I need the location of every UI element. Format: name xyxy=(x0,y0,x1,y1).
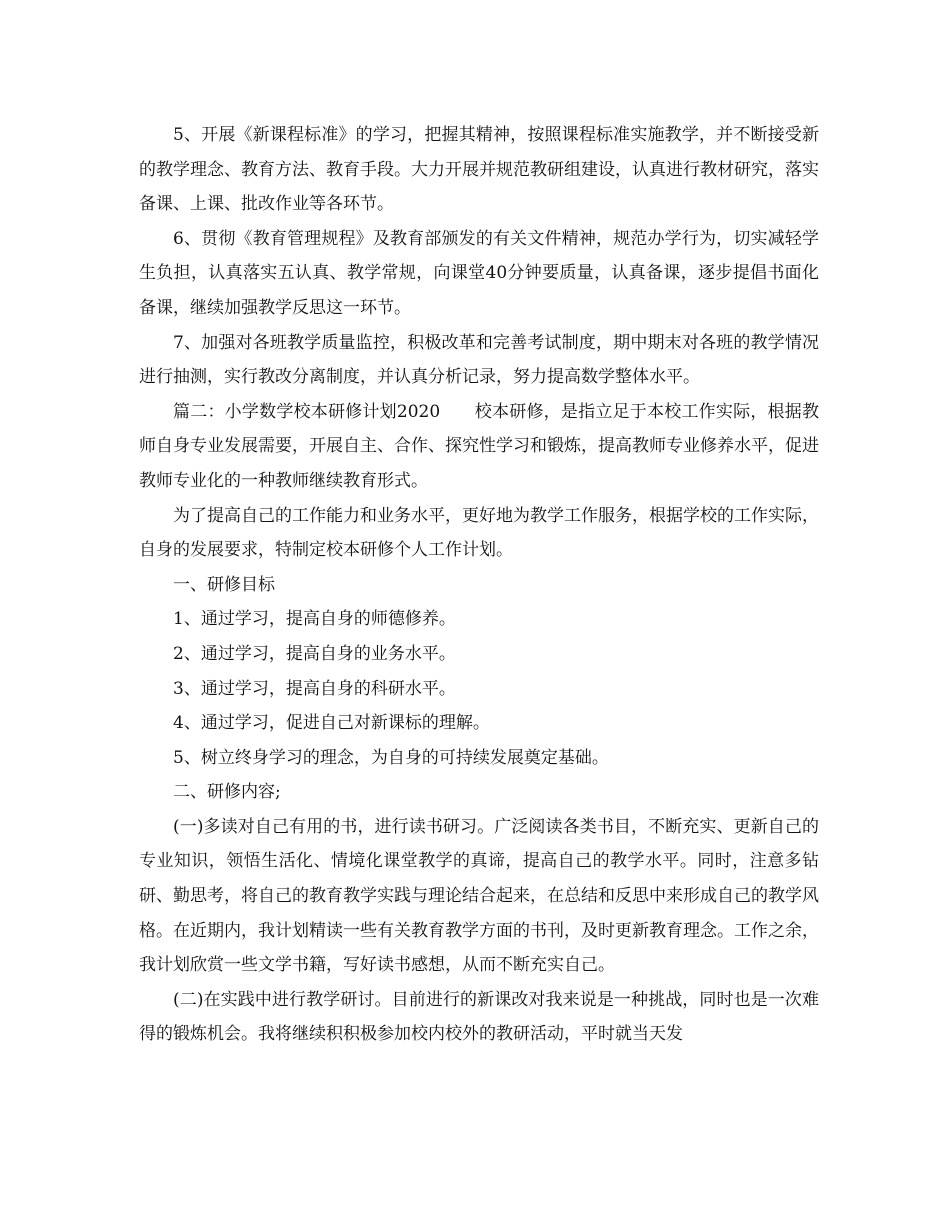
section-heading-goals: 一、研修目标 xyxy=(173,574,275,595)
document-body xyxy=(139,118,819,1052)
paragraph-item-7: 7、加强对各班教学质量监控，积极改革和完善考试制度，期中期末对各班的教学情况进行抽测，实行教改分离制度，并认真分析记录，努力提高数学整体水平。 xyxy=(139,332,819,388)
purpose-paragraph: 为了提高自己的工作能力和业务水平，更好地为教学工作服务，根据学校的工作实际，自身的发展要求，特制定校本研修个人工作计划。 xyxy=(139,505,819,561)
goal-item-2: 2、通过学习，提高自身的业务水平。 xyxy=(173,643,456,664)
content-paragraph-2: (二)在实践中进行教学研讨。目前进行的新课改对我来说是一种挑战，同时也是一次难得的锻炼机会。我将继续积积极参加校内校外的教研活动，平时就当天发 xyxy=(139,989,819,1045)
section-heading-content: 二、研修内容; xyxy=(173,782,281,803)
goal-item-5: 5、树立终身学习的理念，为自身的可持续发展奠定基础。 xyxy=(173,747,609,768)
section-intro-paragraph: 篇二：小学数学校本研修计划2020 校本研修，是指立足于本校工作实际，根据教师自身专业发展需要，开展自主、合作、探究性学习和锻炼，提高教师专业修养水平，促进教师专业化的一种教师继续教育形式。 xyxy=(139,401,819,491)
content-paragraph-1: (一)多读对自己有用的书，进行读书研习。广泛阅读各类书目，不断充实、更新自己的专业知识，领悟生活化、情境化课堂教学的真谛，提高自己的教学水平。同时，注意多钻研、勤思考，将自己的教育教学实践与理论结合起来，在总结和反思中来形成自己的教学风格。在近期内，我计划精读一些有关教育教学方面的书刊，及时更新教育理念。工作之余，我计划欣赏一些文学书籍，写好读书感想，从而不断充实自己。 xyxy=(139,816,819,976)
goal-item-1: 1、通过学习，提高自身的师德修养。 xyxy=(173,609,456,630)
goal-item-4: 4、通过学习，促进自己对新课标的理解。 xyxy=(173,713,490,734)
paragraph-item-6: 6、贯彻《教育管理规程》及教育部颁发的有关文件精神，规范办学行为，切实减轻学生负担，认真落实五认真、教学常规，向课堂40分钟要质量，认真备课，逐步提倡书面化备课，继续加强教学反思这一环节。 xyxy=(139,228,819,318)
paragraph-item-5: 5、开展《新课程标准》的学习，把握其精神，按照课程标准实施教学，并不断接受新的教学理念、教育方法、教育手段。大力开展并规范教研组建设，认真进行教材研究，落实备课、上课、批改作业等各环节。 xyxy=(139,125,819,215)
goal-item-3: 3、通过学习，提高自身的科研水平。 xyxy=(173,678,456,699)
